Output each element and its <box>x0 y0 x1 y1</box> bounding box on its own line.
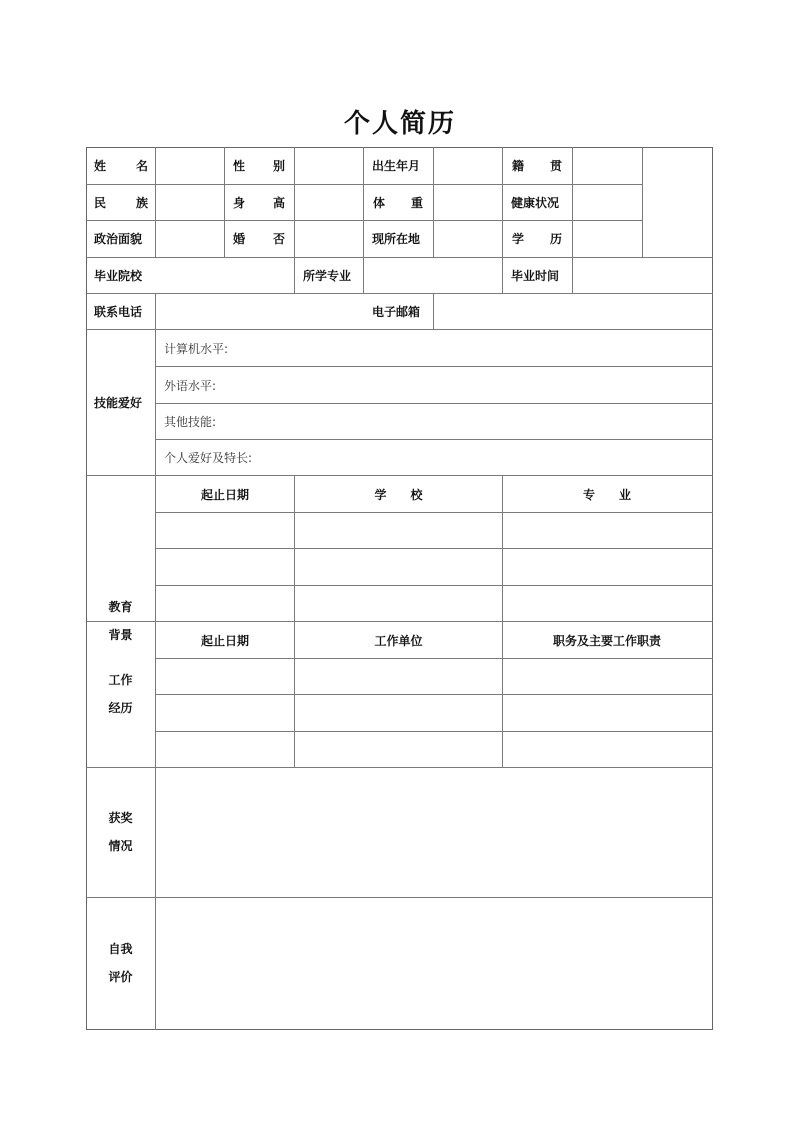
politics-field[interactable] <box>156 221 224 257</box>
label-weight <box>373 184 423 220</box>
label-email: 电子邮箱 <box>372 304 421 319</box>
label-char: 高 <box>272 195 285 210</box>
name-field[interactable] <box>156 148 224 184</box>
label-char: 身 <box>233 195 246 210</box>
label-major: 所学专业 <box>303 268 352 283</box>
col-divider <box>224 147 225 257</box>
label-awards-line2: 情况 <box>108 839 133 853</box>
weight-field[interactable] <box>434 185 502 220</box>
photo-area[interactable] <box>643 148 711 256</box>
degree-field[interactable] <box>573 221 642 257</box>
label-char: 名 <box>135 159 148 173</box>
label-awards-line1: 获奖 <box>108 811 133 825</box>
work-row[interactable] <box>156 695 711 731</box>
phone-field[interactable] <box>156 294 363 329</box>
label-char: 别 <box>272 159 285 173</box>
location-field[interactable] <box>434 221 502 257</box>
work-row[interactable] <box>156 732 711 767</box>
label-skills: 技能爱好 <box>94 395 143 410</box>
education-row[interactable] <box>156 586 711 621</box>
label-education-line2: 背景 <box>108 628 133 642</box>
skill-computer[interactable]: 计算机水平: <box>164 341 229 356</box>
label-char: 学 <box>512 232 525 246</box>
awards-field[interactable] <box>156 768 711 897</box>
birth-field[interactable] <box>434 148 502 184</box>
skill-other[interactable]: 其他技能: <box>164 415 217 429</box>
health-field[interactable] <box>573 185 642 220</box>
label-gender <box>233 147 285 184</box>
label-work-line2: 经历 <box>108 701 133 715</box>
work-header-company: 工作单位 <box>374 633 423 648</box>
education-header-school: 学 校 <box>374 487 423 502</box>
skill-hobbies[interactable]: 个人爱好及特长: <box>164 451 253 465</box>
school-field[interactable] <box>156 258 294 293</box>
education-row[interactable] <box>156 513 711 548</box>
label-char: 籍 <box>512 159 525 173</box>
label-birth: 出生年月 <box>372 159 421 173</box>
label-location: 现所在地 <box>372 232 421 246</box>
work-row[interactable] <box>156 659 711 694</box>
label-self-evaluation-line2: 评价 <box>108 969 133 984</box>
label-work-line1: 工作 <box>108 673 133 687</box>
label-char: 贯 <box>549 159 562 173</box>
label-char: 否 <box>272 232 285 246</box>
label-degree <box>512 220 562 257</box>
label-politics: 政治面貌 <box>94 232 143 246</box>
label-education-line1: 教育 <box>108 600 133 614</box>
label-char: 重 <box>410 195 423 210</box>
ethnicity-field[interactable] <box>156 185 224 220</box>
label-native-place <box>512 147 562 184</box>
label-char: 历 <box>549 232 562 246</box>
label-self-evaluation <box>86 897 155 1028</box>
label-school: 毕业院校 <box>94 268 143 283</box>
label-char: 姓 <box>94 159 107 173</box>
label-work <box>86 621 155 767</box>
email-field[interactable] <box>434 294 711 329</box>
education-row[interactable] <box>156 549 711 585</box>
marital-field[interactable] <box>295 221 363 257</box>
label-height <box>233 184 285 220</box>
label-grad-time: 毕业时间 <box>511 268 560 283</box>
label-awards <box>86 767 155 897</box>
self-evaluation-field[interactable] <box>156 898 711 1028</box>
label-ethnicity <box>94 184 148 220</box>
label-char: 性 <box>233 159 246 173</box>
label-self-evaluation-line1: 自我 <box>108 941 133 956</box>
label-char: 族 <box>135 195 148 210</box>
height-field[interactable] <box>295 185 363 220</box>
education-header-major: 专 业 <box>582 487 631 502</box>
gender-field[interactable] <box>295 148 363 184</box>
resume-table <box>86 147 713 1030</box>
label-phone: 联系电话 <box>94 304 143 319</box>
skill-language[interactable]: 外语水平: <box>164 378 217 393</box>
label-char: 民 <box>94 195 107 210</box>
grad-time-field[interactable] <box>573 258 711 293</box>
native-place-field[interactable] <box>573 148 642 184</box>
page-title: 个人简历 <box>343 109 456 139</box>
education-header-dates: 起止日期 <box>200 487 249 502</box>
label-health: 健康状况 <box>511 195 560 210</box>
work-header-duties: 职务及主要工作职责 <box>552 633 661 648</box>
work-header-dates: 起止日期 <box>200 633 249 648</box>
label-char: 体 <box>373 195 386 210</box>
label-name <box>94 147 148 184</box>
label-marital <box>233 220 285 257</box>
label-char: 婚 <box>233 232 246 246</box>
